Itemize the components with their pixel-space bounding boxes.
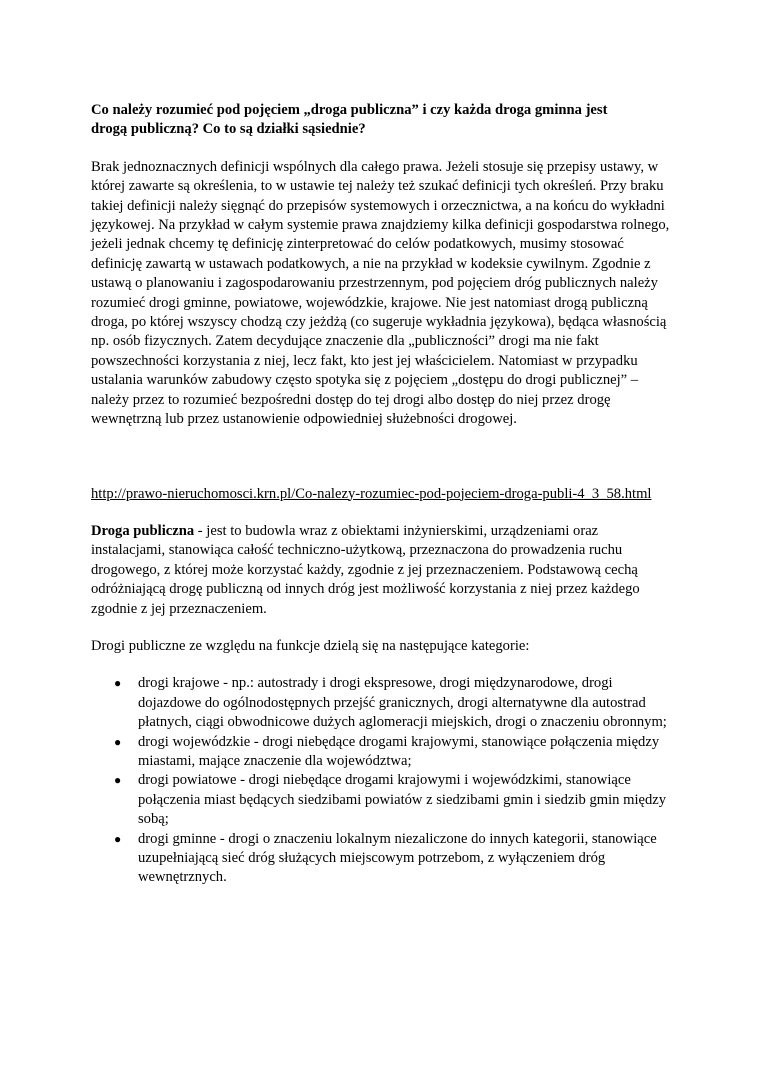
answer-paragraph: Brak jednoznacznych definicji wspólnych dla całego prawa. Jeżeli stosuje się przepisy ustawy, w której zawarte są określenia, to w ustawie tej należy też szukać definicji tych określeń. Przy braku takiej definicji należy sięgnąć do przepisów systemowych i orzecznictwa, a na końcu do wykładni językowej. Na przykład w całym systemie prawa znajdziemy kilka definicji gospodarstwa rolnego, jeżeli jednak chcemy tę definicję zinterpretować do celów podatkowych, musimy stosować definicję zawartą w ustawach podatkowych, a nie na przykład w kodeksie cywilnym. Zgodnie z ustawą o planowaniu i zagospodarowaniu przestrzennym, pod pojęciem dróg publicznych należy rozumieć drogi gminne, powiatowe, wojewódzkie, krajowe. Nie jest natomiast drogą publiczną droga, po której wszyscy chodzą czy jeżdżą (co sugeruje wykładnia językowa), będąca własnością np. osób fizycznych. Zatem decydujące znaczenie dla „publiczności” drogi ma nie fakt powszechności korzystania z niej, lecz fakt, kto jest jej właścicielem. Natomiast w przypadku ustalania warunków zabudowy często spotyka się z pojęciem „dostępu do drogi publicznej” – należy przez to rozumieć bezpośredni dostęp do tej drogi albo dostęp do niej przez drogę wewnętrzną lub przez ustanowienie odpowiedniej służebności drogowej. bbox=[91, 158, 670, 428]
category-text: drogi powiatowe - drogi niebędące drogami krajowymi i wojewódzkimi, stanowiące połączenia miast będących siedzibami powiatów z siedzibami gmin i siedzib gmin między sobą; bbox=[138, 772, 667, 828]
list-item bbox=[114, 830, 673, 888]
document-page bbox=[91, 101, 673, 888]
list-item bbox=[114, 771, 673, 829]
bullet-icon: ● bbox=[114, 734, 122, 749]
question-heading-line-1: Co należy rozumieć pod pojęciem „droga publiczna” i czy każda droga gminna jest bbox=[91, 102, 608, 118]
definition-text: - jest to budowla wraz z obiektami inżynierskimi, urządzeniami oraz instalacjami, stanowiąca całość techniczno-użytkową, przeznaczona do prowadzenia ruchu drogowego, z której może korzystać każdy, zgodnie z jej przeznaczeniem. Podstawową cechą odróżniającą drogę publiczną od innych dróg jest możliwość korzystania z niej przez każdego zgodnie z jej przeznaczeniem. bbox=[91, 522, 640, 617]
source-link[interactable]: http://prawo-nieruchomosci.krn.pl/Co-nalezy-rozumiec-pod-pojeciem-droga-publi-4_3_58.html bbox=[91, 485, 652, 502]
definition-paragraph bbox=[91, 522, 673, 619]
bullet-icon: ● bbox=[114, 773, 122, 788]
bullet-icon: ● bbox=[114, 831, 122, 846]
question-heading-line-2: drogą publiczną? Co to są działki sąsiednie? bbox=[91, 121, 366, 138]
category-text: drogi wojewódzkie - drogi niebędące drogami krajowymi, stanowiące połączenia między miastami, mające znaczenie dla województwa; bbox=[138, 733, 660, 769]
list-item bbox=[114, 733, 673, 772]
question-heading bbox=[91, 101, 673, 140]
category-text: drogi krajowe - np.: autostrady i drogi ekspresowe, drogi międzynarodowe, drogi dojazdowe do ogólnodostępnych przejść granicznych, drogi alternatywne dla autostrad płatnych, ciągi obwodnicowe dużych aglomeracji miejskich, drogi o znaczeniu obronnym; bbox=[138, 675, 667, 731]
definition-term: Droga publiczna bbox=[91, 522, 195, 539]
bullet-icon: ● bbox=[114, 676, 122, 691]
category-text: drogi gminne - drogi o znaczeniu lokalnym niezaliczone do innych kategorii, stanowiące uzupełniającą sieć dróg służących miejscowym potrzebom, z wyłączeniem dróg wewnętrznych. bbox=[138, 830, 657, 886]
list-item bbox=[114, 674, 673, 732]
categories-intro: Drogi publiczne ze względu na funkcje dzielą się na następujące kategorie: bbox=[91, 637, 530, 654]
categories-list bbox=[91, 674, 673, 887]
